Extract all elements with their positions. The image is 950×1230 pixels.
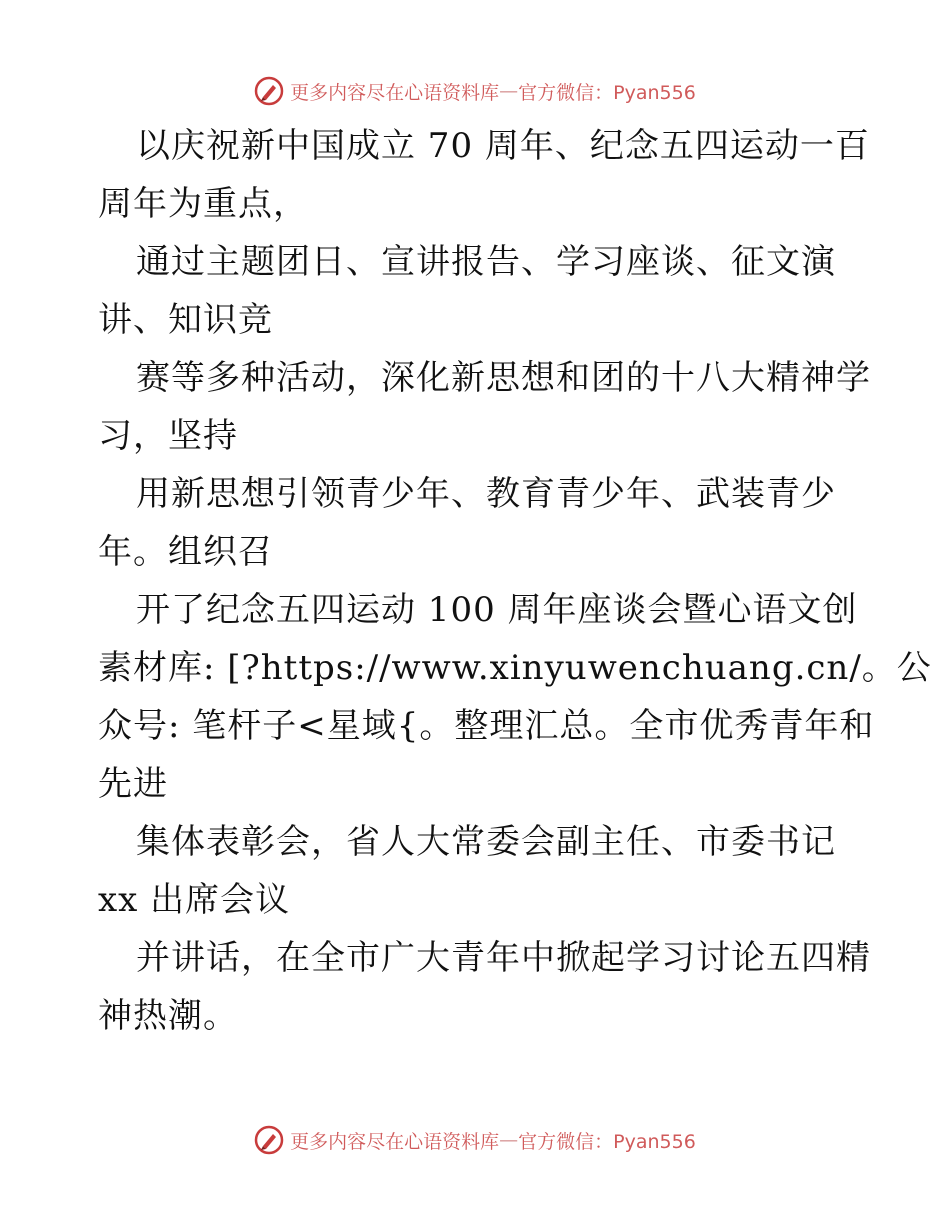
body-line: 并讲话，在全市广大青年中掀起学习讨论五四精 [136,938,871,978]
document-body [98,117,932,1045]
header-banner [0,71,950,111]
body-line: 用新思想引领青少年、教育青少年、武装青少 [136,474,836,514]
banner-main-text: 更多内容尽在心语资料库 [290,81,500,104]
footer-banner [0,1120,950,1160]
body-line: 习，坚持 [98,416,238,456]
body-line: 年。组织召 [98,532,273,572]
body-line: 素材库: [?https://www.xinyuwenchuang.cn/。公 [98,648,932,688]
banner-wechat-text: 官方微信：Pyan556 [518,1130,696,1153]
body-line: 以庆祝新中国成立 70 周年、纪念五四运动一百 [136,126,870,166]
banner-main-text: 更多内容尽在心语资料库 [290,1130,500,1153]
body-line: xx 出席会议 [98,880,291,920]
banner-separator: — [499,80,519,102]
body-line: 赛等多种活动，深化新思想和团的十八大精神学 [136,358,871,398]
body-line: 集体表彰会，省人大常委会副主任、市委书记 [136,822,836,862]
body-line: 开了纪念五四运动 100 周年座谈会暨心语文创 [136,590,858,630]
body-line: 神热潮。 [98,996,238,1036]
body-line: 周年为重点， [98,184,308,224]
body-line: 讲、知识竞 [98,300,273,340]
body-line: 众号: 笔杆子<星域{。整理汇总。全市优秀青年和 [98,706,875,746]
pen-logo-icon [254,1125,284,1155]
body-line: 通过主题团日、宣讲报告、学习座谈、征文演 [136,242,836,282]
pen-logo-icon [254,76,284,106]
banner-separator: — [499,1129,519,1151]
body-line: 先进 [98,764,168,804]
banner-wechat-text: 官方微信：Pyan556 [518,81,696,104]
